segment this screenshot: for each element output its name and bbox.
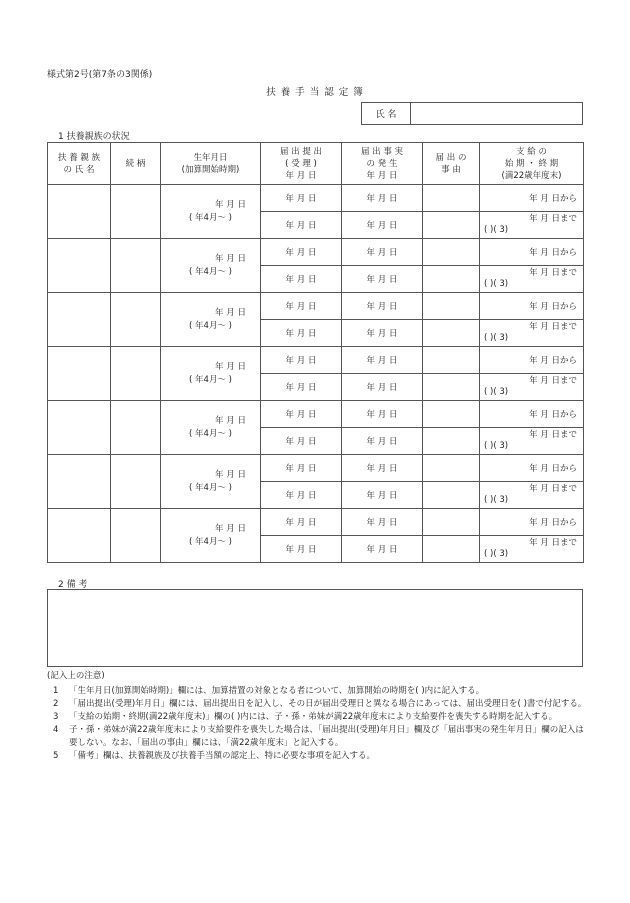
reason-cell[interactable] (423, 509, 480, 536)
header-relation: 続 柄 (111, 143, 161, 185)
pay-until-cell[interactable]: 年 月 日まで ( )( 3) (480, 320, 584, 347)
birth-cell[interactable]: 年 月 日 ( 年4月～ ) (161, 347, 261, 401)
occurred-date-cell[interactable]: 年 月 日 (342, 266, 423, 293)
pay-from-cell[interactable]: 年 月 日から (480, 185, 584, 212)
notes-heading: (記入上の注意) (47, 671, 105, 681)
header-reason: 届 出 の 事 由 (423, 143, 480, 185)
name-label: 氏 名 (362, 103, 411, 124)
relation-cell[interactable] (111, 347, 161, 401)
reason-cell[interactable] (423, 347, 480, 374)
form-number: 様式第2号(第7条の3関係) (47, 70, 153, 80)
note-item (47, 711, 587, 724)
birth-cell[interactable]: 年 月 日 ( 年4月～ ) (161, 401, 261, 455)
submitted-date-cell[interactable]: 年 月 日 (261, 239, 342, 266)
occurred-date-cell[interactable]: 年 月 日 (342, 536, 423, 563)
note-text: 子・孫・弟妹が満22歳年度末により支給要件を喪失した場合は、「届出提出(受理)年月日」欄及び「届出事実の発生年月日」欄の記入は要しない。なお、「届出の事由」欄には、「満22歳年度末」と記入する。 (69, 725, 584, 748)
reason-cell[interactable] (423, 536, 480, 563)
relation-cell[interactable] (111, 239, 161, 293)
relation-cell[interactable] (111, 293, 161, 347)
occurred-date-cell[interactable]: 年 月 日 (342, 239, 423, 266)
note-item (47, 698, 587, 711)
reason-cell[interactable] (423, 374, 480, 401)
reason-cell[interactable] (423, 239, 480, 266)
note-text: 「支給の始期・終期(満22歳年度末)」欄の( )内には、子・孫・弟妹が満22歳年度末により支給要件を喪失する時期を記入する。 (69, 712, 558, 722)
occurred-date-cell[interactable]: 年 月 日 (342, 509, 423, 536)
note-text: 「備考」欄は、扶養親族及び扶養手当額の認定上、特に必要な事項を記入する。 (69, 751, 376, 761)
pay-until-cell[interactable]: 年 月 日まで ( )( 3) (480, 266, 584, 293)
birth-cell[interactable]: 年 月 日 ( 年4月～ ) (161, 455, 261, 509)
header-submitted: 届 出 提 出 ( 受 理 ) 年 月 日 (261, 143, 342, 185)
submitted-date-cell[interactable]: 年 月 日 (261, 347, 342, 374)
birth-cell[interactable]: 年 月 日 ( 年4月～ ) (161, 185, 261, 239)
occurred-date-cell[interactable]: 年 月 日 (342, 482, 423, 509)
occurred-date-cell[interactable]: 年 月 日 (342, 347, 423, 374)
birth-cell[interactable]: 年 月 日 ( 年4月～ ) (161, 293, 261, 347)
birth-cell[interactable]: 年 月 日 ( 年4月～ ) (161, 509, 261, 563)
relation-cell[interactable] (111, 455, 161, 509)
relation-cell[interactable] (111, 509, 161, 563)
submitted-date-cell[interactable]: 年 月 日 (261, 401, 342, 428)
dependent-name-cell[interactable] (48, 509, 111, 563)
note-number: 5 (53, 751, 59, 761)
dependent-name-cell[interactable] (48, 347, 111, 401)
table-row (48, 239, 584, 266)
dependent-name-cell[interactable] (48, 293, 111, 347)
note-text: 「届出提出(受理)年月日」欄には、届出提出日を記入し、その日が届出受理日と異なる場合にあっては、届出受理日を( )書で付記する。 (69, 699, 587, 709)
section2-heading: 2 備 考 (58, 580, 88, 590)
table-row (48, 347, 584, 374)
header-payment: 支 給 の 始 期 ・ 終 期 (満22歳年度末) (480, 143, 584, 185)
occurred-date-cell[interactable]: 年 月 日 (342, 401, 423, 428)
dependent-name-cell[interactable] (48, 455, 111, 509)
submitted-date-cell[interactable]: 年 月 日 (261, 482, 342, 509)
note-text: 「生年月日(加算開始時期)」欄には、加算措置の対象となる者について、加算開始の時期を( )内に記入する。 (69, 686, 485, 696)
reason-cell[interactable] (423, 455, 480, 482)
reason-cell[interactable] (423, 401, 480, 428)
dependents-table (47, 142, 584, 563)
dependent-name-cell[interactable] (48, 401, 111, 455)
occurred-date-cell[interactable]: 年 月 日 (342, 212, 423, 239)
table-row (48, 509, 584, 536)
reason-cell[interactable] (423, 293, 480, 320)
occurred-date-cell[interactable]: 年 月 日 (342, 455, 423, 482)
pay-from-cell[interactable]: 年 月 日から (480, 509, 584, 536)
header-dependent-name: 扶 養 親 族 の 氏 名 (48, 143, 111, 185)
submitted-date-cell[interactable]: 年 月 日 (261, 428, 342, 455)
pay-from-cell[interactable]: 年 月 日から (480, 347, 584, 374)
submitted-date-cell[interactable]: 年 月 日 (261, 266, 342, 293)
note-item (47, 685, 587, 698)
dependent-name-cell[interactable] (48, 239, 111, 293)
name-field[interactable] (411, 103, 582, 124)
submitted-date-cell[interactable]: 年 月 日 (261, 212, 342, 239)
submitted-date-cell[interactable]: 年 月 日 (261, 455, 342, 482)
note-item (47, 724, 587, 750)
header-birth: 生年月日 (加算開始時期) (161, 143, 261, 185)
notes (47, 670, 587, 763)
reason-cell[interactable] (423, 185, 480, 212)
reason-cell[interactable] (423, 428, 480, 455)
note-number: 2 (53, 699, 59, 709)
occurred-date-cell[interactable]: 年 月 日 (342, 293, 423, 320)
relation-cell[interactable] (111, 185, 161, 239)
birth-cell[interactable]: 年 月 日 ( 年4月～ ) (161, 239, 261, 293)
table-row (48, 293, 584, 320)
pay-from-cell[interactable]: 年 月 日から (480, 401, 584, 428)
table-row (48, 401, 584, 428)
note-number: 3 (53, 712, 59, 722)
submitted-date-cell[interactable]: 年 月 日 (261, 509, 342, 536)
submitted-date-cell[interactable]: 年 月 日 (261, 374, 342, 401)
submitted-date-cell[interactable]: 年 月 日 (261, 320, 342, 347)
occurred-date-cell[interactable]: 年 月 日 (342, 320, 423, 347)
reason-cell[interactable] (423, 482, 480, 509)
submitted-date-cell[interactable]: 年 月 日 (261, 185, 342, 212)
name-box (361, 102, 583, 125)
note-number: 1 (53, 686, 59, 696)
occurred-date-cell[interactable]: 年 月 日 (342, 428, 423, 455)
note-item (47, 750, 587, 763)
submitted-date-cell[interactable]: 年 月 日 (261, 536, 342, 563)
pay-until-cell[interactable]: 年 月 日まで ( )( 3) (480, 482, 584, 509)
submitted-date-cell[interactable]: 年 月 日 (261, 293, 342, 320)
dependent-name-cell[interactable] (48, 185, 111, 239)
remarks-box[interactable] (47, 589, 583, 667)
reason-cell[interactable] (423, 266, 480, 293)
relation-cell[interactable] (111, 401, 161, 455)
occurred-date-cell[interactable]: 年 月 日 (342, 374, 423, 401)
note-number: 4 (53, 725, 59, 735)
pay-until-cell[interactable]: 年 月 日まで ( )( 3) (480, 536, 584, 563)
section1-heading: 1 扶養親族の状況 (58, 132, 130, 142)
reason-cell[interactable] (423, 212, 480, 239)
page-title: 扶 養 手 当 認 定 簿 (266, 87, 364, 98)
header-occurred: 届 出 事 実 の 発 生 年 月 日 (342, 143, 423, 185)
pay-from-cell[interactable]: 年 月 日から (480, 293, 584, 320)
pay-until-cell[interactable]: 年 月 日まで ( )( 3) (480, 212, 584, 239)
pay-from-cell[interactable]: 年 月 日から (480, 455, 584, 482)
table-row (48, 455, 584, 482)
table-row (48, 185, 584, 212)
occurred-date-cell[interactable]: 年 月 日 (342, 185, 423, 212)
pay-from-cell[interactable]: 年 月 日から (480, 239, 584, 266)
pay-until-cell[interactable]: 年 月 日まで ( )( 3) (480, 374, 584, 401)
reason-cell[interactable] (423, 320, 480, 347)
pay-until-cell[interactable]: 年 月 日まで ( )( 3) (480, 428, 584, 455)
